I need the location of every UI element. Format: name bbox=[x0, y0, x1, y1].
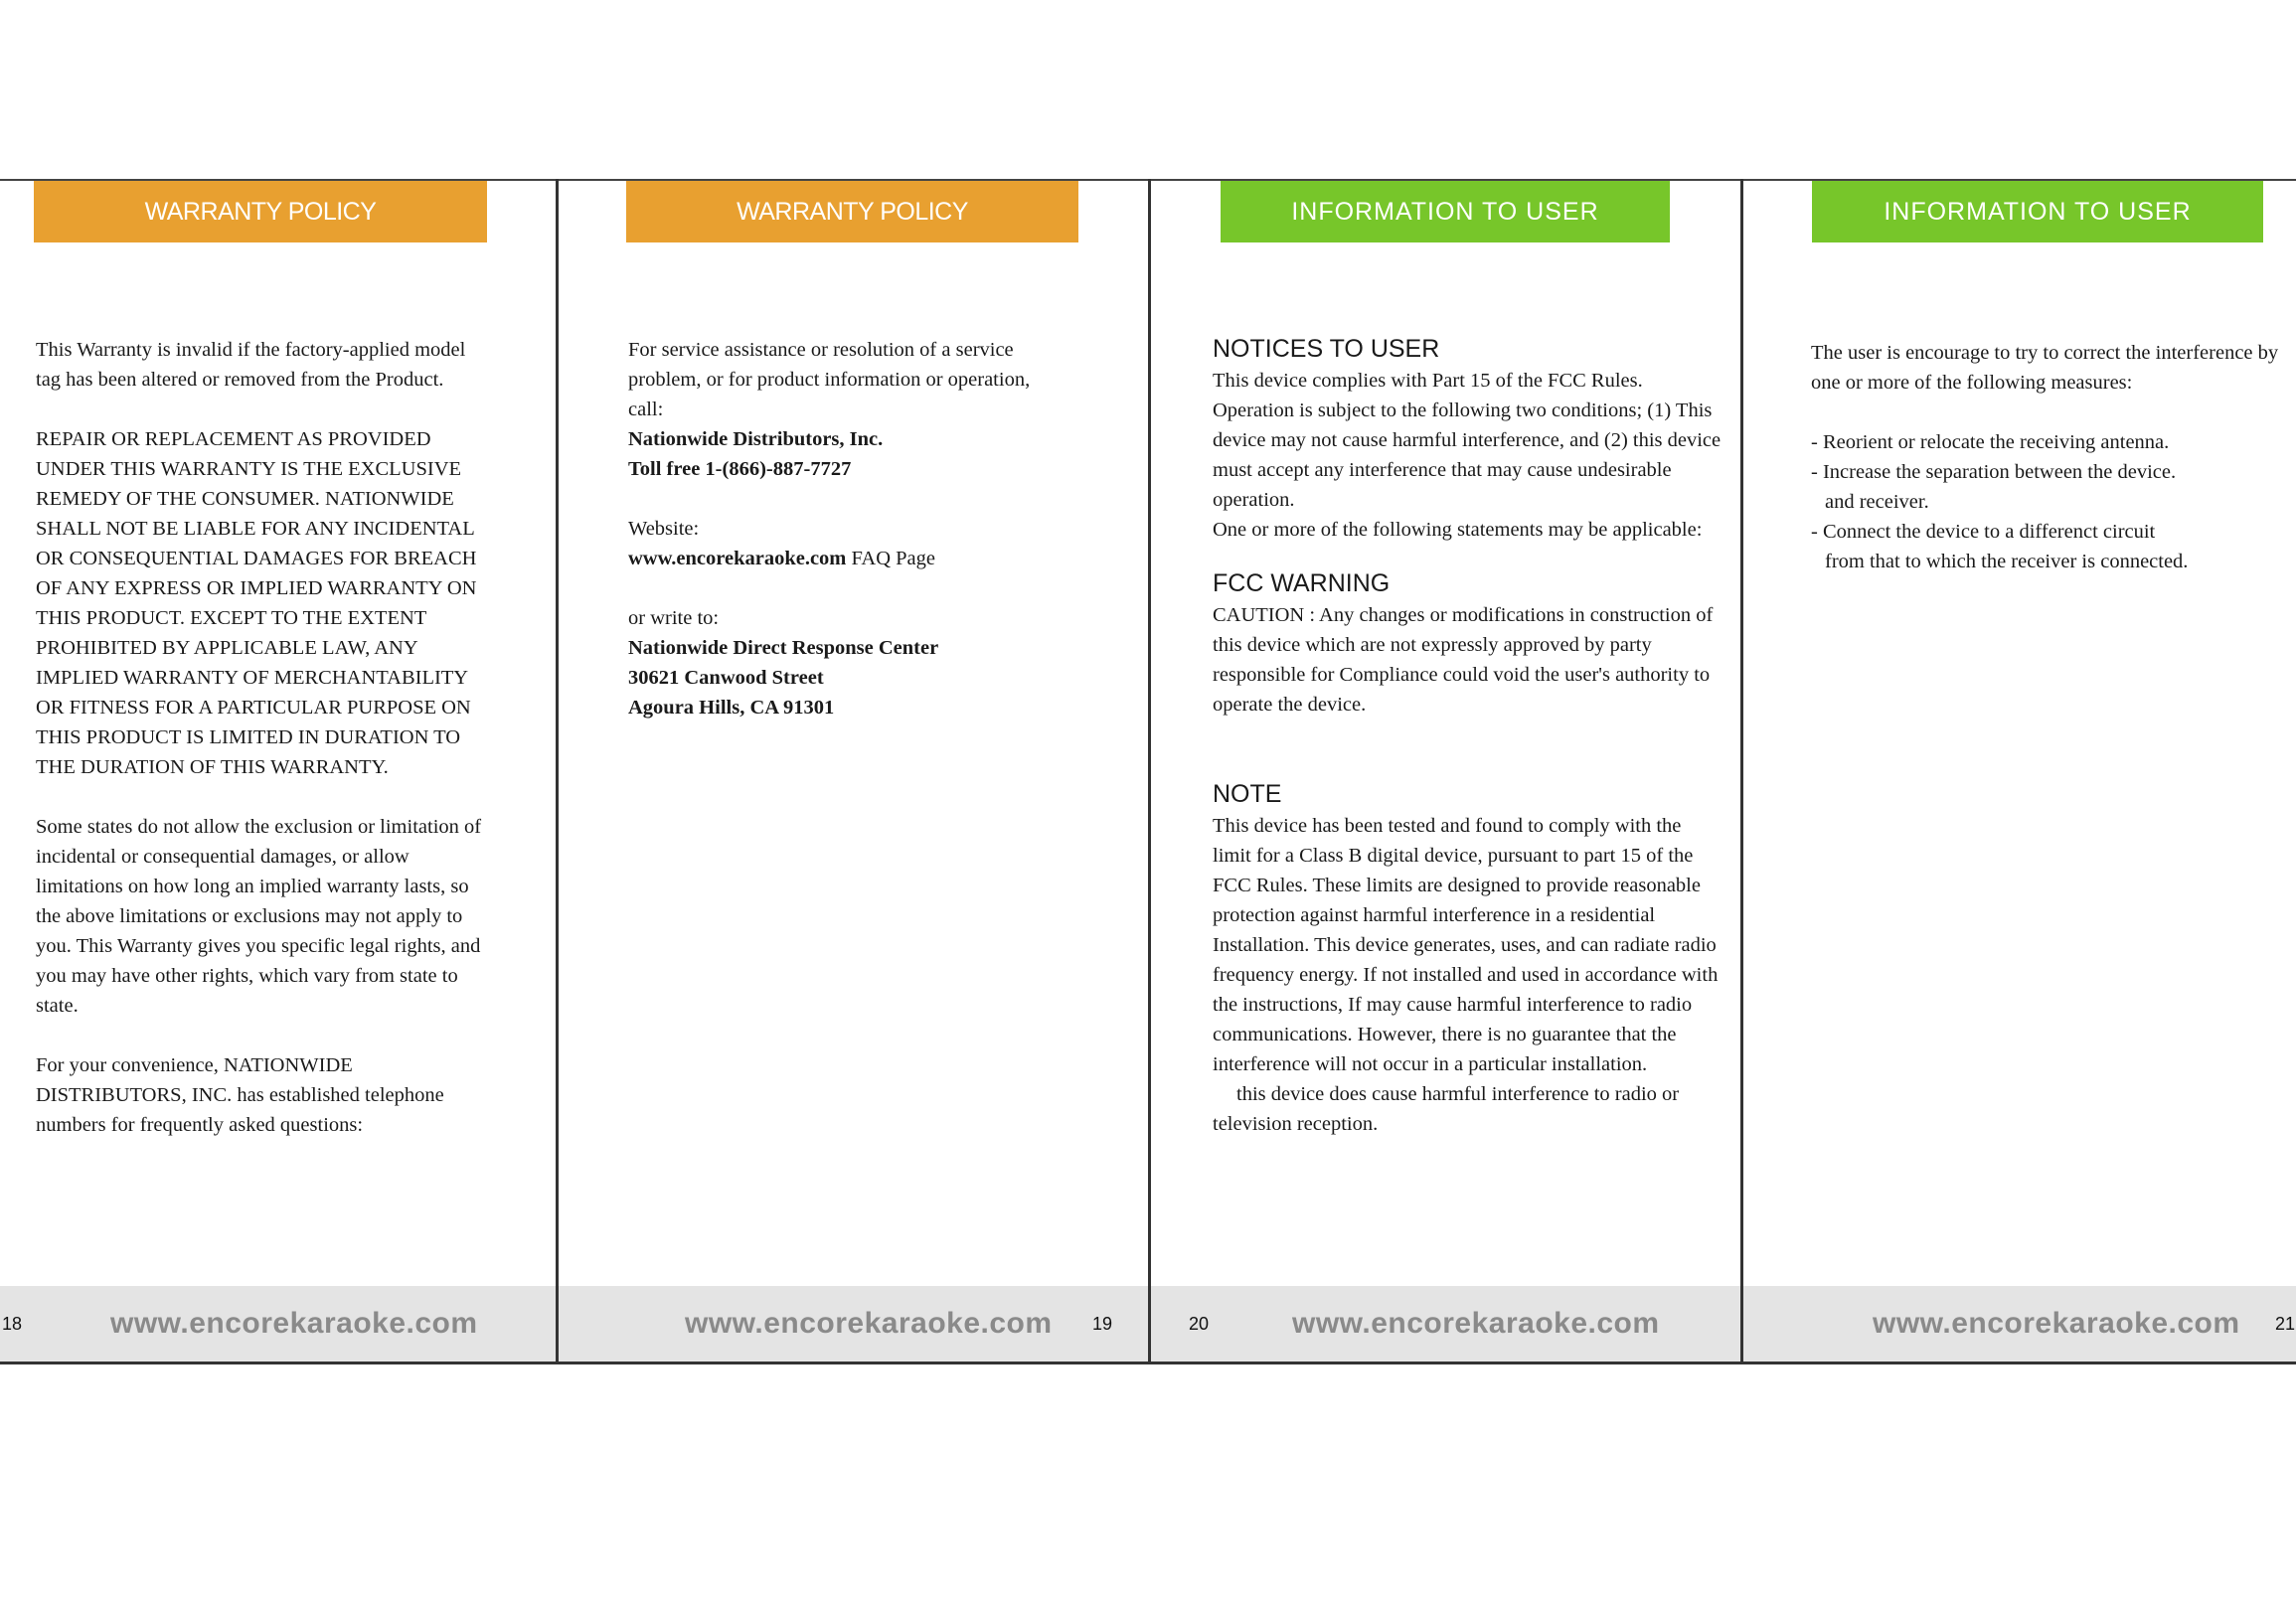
bottom-rule bbox=[0, 1362, 2296, 1364]
fcc-warning-title: FCC WARNING bbox=[1213, 569, 1391, 597]
website-link[interactable]: www.encorekaraoke.com bbox=[628, 548, 847, 569]
note-title: NOTE bbox=[1213, 780, 1282, 808]
paragraph: This Warranty is invalid if the factory-applied model tag has been altered or removed from the Product. bbox=[36, 339, 466, 391]
company-name: Nationwide Distributors, Inc. bbox=[628, 428, 884, 450]
page-number: 21 bbox=[2275, 1313, 2296, 1334]
website-line bbox=[628, 544, 1066, 573]
website-label: Website: bbox=[628, 518, 700, 540]
page-20-text bbox=[1213, 332, 1722, 1139]
information-to-user-header: INFORMATION TO USER bbox=[1812, 181, 2263, 242]
address-city: Agoura Hills, CA 91301 bbox=[628, 697, 835, 719]
measure-item: - Connect the device to a differenct circuit bbox=[1811, 521, 2156, 543]
page-footer bbox=[0, 1286, 557, 1362]
address-street: 30621 Canwood Street bbox=[628, 667, 824, 689]
page-19 bbox=[559, 179, 1148, 1364]
page-21 bbox=[1743, 179, 2296, 1364]
fcc-warning-text: CAUTION : Any changes or modifications in construction of this device which are not expressly approved by party responsible for Compliance could void the user's authority to operate the device. bbox=[1213, 604, 1714, 716]
measure-item-continued: from that to which the receiver is connected. bbox=[1825, 551, 2189, 572]
website-suffix: FAQ Page bbox=[846, 548, 935, 569]
measures-intro: The user is encourage to try to correct the interference by one or more of the following measures: bbox=[1811, 342, 2279, 394]
page-19-text bbox=[628, 335, 1066, 722]
page-number: 18 bbox=[2, 1313, 23, 1334]
footer-url[interactable]: www.encorekaraoke.com bbox=[685, 1307, 1053, 1340]
paragraph: REPAIR OR REPLACEMENT AS PROVIDED UNDER THIS WARRANTY IS THE EXCLUSIVE REMEDY OF THE CONSUMER. NATIONWIDE SHALL NOT BE LIABLE FOR ANY INCIDENTAL OR CONSEQUENTIAL DAMAGES FOR BREACH OF ANY EXPRESS OR IMPLIED WARRANTY ON THIS PRODUCT. EXCEPT TO THE EXTENT PROHIBITED BY APPLICABLE LAW, ANY IMPLIED WARRANTY OF MERCHANTABILITY OR FITNESS FOR A PARTICULAR PURPOSE ON THIS PRODUCT IS LIMITED IN DURATION TO THE DURATION OF THIS WARRANTY. bbox=[36, 428, 477, 778]
note-text-2: this device does cause harmful interference to radio or television reception. bbox=[1213, 1083, 1680, 1135]
page-number: 19 bbox=[1092, 1313, 1113, 1334]
measure-item: - Increase the separation between the device. bbox=[1811, 461, 2177, 483]
paragraph: Some states do not allow the exclusion or limitation of incidental or consequential damages, or allow limitations on how long an implied warranty lasts, so the above limitations or exclusions may not apply to you. This Warranty gives you specific legal rights, and you may have other rights, which vary from state to state. bbox=[36, 816, 482, 1017]
page-footer bbox=[559, 1286, 1148, 1362]
note-text: This device has been tested and found to comply with the limit for a Class B digital device, pursuant to part 15 of the FCC Rules. These limits are designed to provide reasonable protection against harmful interference in a residential Installation. This device generates, uses, and can radiate radio frequency energy. If not installed and used in accordance with the instructions, If may cause harmful interference to radio communications. However, there is no guarantee that the interference will not occur in a particular installation. bbox=[1213, 815, 1719, 1075]
warranty-policy-header: WARRANTY POLICY bbox=[34, 181, 487, 242]
address-name: Nationwide Direct Response Center bbox=[628, 637, 939, 659]
paragraph: For your convenience, NATIONWIDE DISTRIBUTORS, INC. has established telephone numbers for frequently asked questions: bbox=[36, 1054, 444, 1136]
page-number: 20 bbox=[1189, 1313, 1210, 1334]
page-18 bbox=[0, 179, 557, 1364]
page-20 bbox=[1151, 179, 1740, 1364]
notices-text-2: One or more of the following statements may be applicable: bbox=[1213, 519, 1703, 541]
write-label: or write to: bbox=[628, 607, 720, 629]
measure-item: - Reorient or relocate the receiving antenna. bbox=[1811, 431, 2170, 453]
notices-title: NOTICES TO USER bbox=[1213, 335, 1440, 363]
page-21-text bbox=[1811, 338, 2280, 576]
page-18-text bbox=[36, 335, 489, 1140]
notices-text: This device complies with Part 15 of the FCC Rules. Operation is subject to the following two conditions; (1) This device may not cause harmful interference, and (2) this device must accept any interference that may cause undesirable operation. bbox=[1213, 370, 1722, 511]
toll-free-number: Toll free 1-(866)-887-7727 bbox=[628, 458, 852, 480]
footer-url[interactable]: www.encorekaraoke.com bbox=[1873, 1307, 2240, 1340]
page-footer bbox=[1151, 1286, 1740, 1362]
page-footer bbox=[1743, 1286, 2296, 1362]
manual-spread bbox=[0, 179, 2296, 1364]
footer-url[interactable]: www.encorekaraoke.com bbox=[110, 1307, 478, 1340]
measure-item-continued: and receiver. bbox=[1825, 491, 1929, 513]
warranty-policy-header: WARRANTY POLICY bbox=[626, 181, 1078, 242]
footer-url[interactable]: www.encorekaraoke.com bbox=[1292, 1307, 1660, 1340]
information-to-user-header: INFORMATION TO USER bbox=[1221, 181, 1670, 242]
service-intro: For service assistance or resolution of a service problem, or for product information or operation, call: bbox=[628, 339, 1031, 420]
